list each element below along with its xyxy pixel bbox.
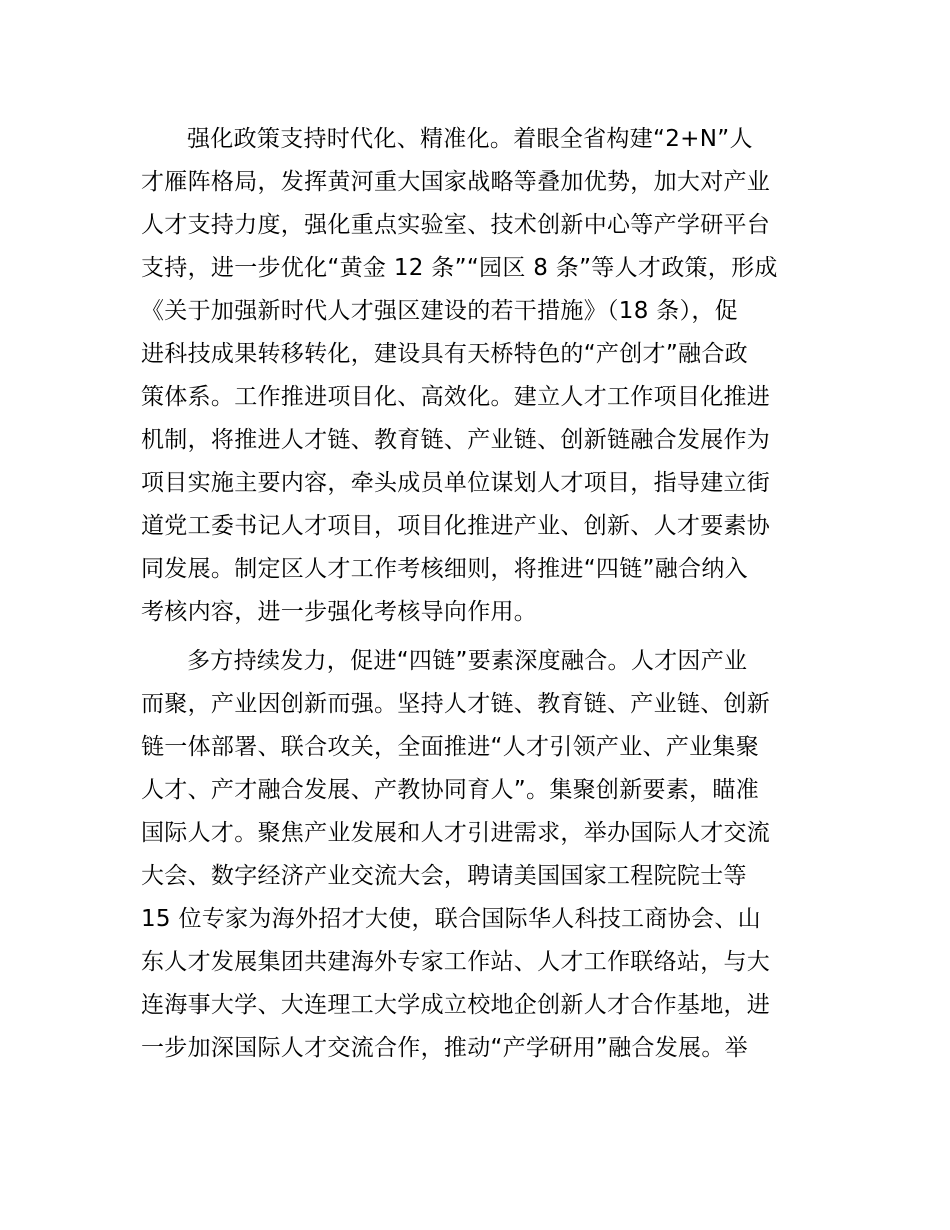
text-line: 连海事大学、大连理工大学成立校地企创新人才合作基地，进 [141, 992, 771, 1018]
text-line: 《关于加强新时代人才强区建设的若干措施》（18 条），促 [141, 298, 738, 324]
text-line: 进科技成果转移转化，建设具有天桥特色的“产创才”融合政 [141, 341, 748, 367]
document-body [141, 118, 811, 1070]
text-line: 人才、产才融合发展、产教协同育人”。集聚创新要素，瞄准 [141, 777, 760, 803]
text-line: 策体系。工作推进项目化、高效化。建立人才工作项目化推进 [141, 384, 771, 410]
text-line: 大会、数字经济产业交流大会，聘请美国国家工程院院士等 [141, 863, 747, 889]
text-line: 项目实施主要内容，牵头成员单位谋划人才项目，指导建立街 [141, 470, 771, 496]
paragraph-policy-support [141, 118, 811, 634]
text-line: 机制，将推进人才链、教育链、产业链、创新链融合发展作为 [141, 427, 771, 453]
text-line: 才雁阵格局，发挥黄河重大国家战略等叠加优势，加大对产业 [141, 169, 771, 195]
text-line: 一步加深国际人才交流合作，推动“产学研用”融合发展。举 [141, 1035, 748, 1061]
text-line: 东人才发展集团共建海外专家工作站、人才工作联络站，与大 [141, 949, 771, 975]
text-line: 人才支持力度，强化重点实验室、技术创新中心等产学研平台 [141, 212, 771, 238]
paragraph-four-chains [141, 640, 811, 1070]
text-line: 而聚，产业因创新而强。坚持人才链、教育链、产业链、创新 [141, 691, 771, 717]
text-line: 强化政策支持时代化、精准化。着眼全省构建“2+N”人 [187, 126, 753, 152]
text-line: 考核内容，进一步强化考核导向作用。 [141, 599, 538, 625]
text-line: 同发展。制定区人才工作考核细则，将推进“四链”融合纳入 [141, 556, 748, 582]
text-line: 链一体部署、联合攻关，全面推进“人才引领产业、产业集聚 [141, 734, 760, 760]
text-line: 国际人才。聚焦产业发展和人才引进需求，举办国际人才交流 [141, 820, 771, 846]
text-line: 15 位专家为海外招才大使，联合国际华人科技工商协会、山 [141, 906, 761, 932]
text-line: 多方持续发力，促进“四链”要素深度融合。人才因产业 [187, 648, 748, 674]
text-line: 道党工委书记人才项目，项目化推进产业、创新、人才要素协 [141, 513, 771, 539]
text-line: 支持，进一步优化“黄金 12 条”“园区 8 条”等人才政策，形成 [141, 255, 778, 281]
